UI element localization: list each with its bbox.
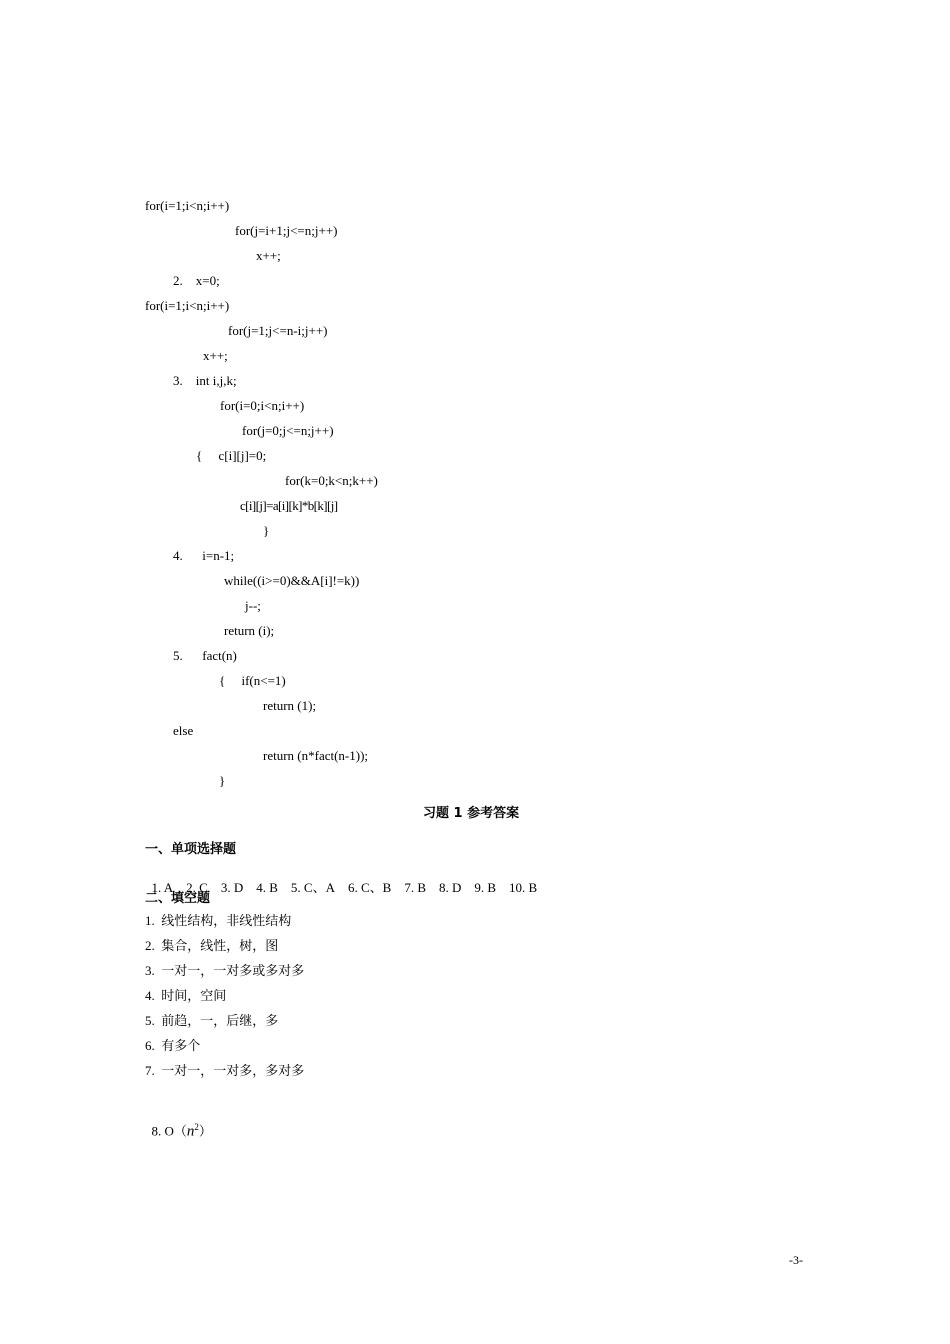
answer8-prefix: 8. O（ xyxy=(151,1123,187,1139)
code-line: for(j=0;j<=n;j++) xyxy=(242,423,334,438)
fill-blank-answer: 3. 一对一，一对多或多对多 xyxy=(145,963,305,978)
code-line: 5. fact(n) xyxy=(173,648,237,663)
code-line: } xyxy=(219,773,226,788)
code-line: c[i][j]=a[i][k]*b[k][j] xyxy=(240,498,338,513)
fill-blank-answer: 1. 线性结构，非线性结构 xyxy=(145,913,292,928)
section1-heading: 一、单项选择题 xyxy=(145,842,237,857)
mc-answer: 3. D xyxy=(220,880,244,895)
fill-blank-answer: 2. 集合，线性，树，图 xyxy=(145,938,279,953)
fill-blank-answer: 5. 前趋，一，后继，多 xyxy=(145,1013,279,1028)
answer8-exponent: 2 xyxy=(194,1122,199,1132)
fill-blank-answer: 7. 一对一，一对多，多对多 xyxy=(145,1063,305,1078)
mc-answer: 8. D xyxy=(438,880,462,895)
fill-blank-answer-8 xyxy=(145,1103,212,1139)
answer8-suffix: ） xyxy=(198,1123,212,1139)
code-line: else xyxy=(173,723,194,738)
code-line: for(i=1;i<n;i++) xyxy=(145,198,230,213)
mc-answer: 7. B xyxy=(404,880,426,895)
mc-answer: 4. B xyxy=(256,880,278,895)
fill-blank-answer: 6. 有多个 xyxy=(145,1038,201,1053)
code-line: 3. int i,j,k; xyxy=(173,373,237,388)
code-line: return (1); xyxy=(263,698,317,713)
mc-answer: 5. C、A xyxy=(290,880,335,895)
mc-answer: 9. B xyxy=(474,880,497,895)
code-line: j--; xyxy=(245,598,261,613)
fill-blank-answer: 4. 时间，空间 xyxy=(145,988,227,1003)
code-line: for(j=i+1;j<=n;j++) xyxy=(235,223,338,238)
section2-heading: 二、填空题 xyxy=(145,891,211,906)
code-line: 2. x=0; xyxy=(173,273,220,288)
code-line: for(j=1;j<=n-i;j++) xyxy=(228,323,328,338)
mc-answer: 1. A xyxy=(151,880,174,895)
code-line: while((i>=0)&&A[i]!=k)) xyxy=(224,573,360,588)
code-line: } xyxy=(263,523,270,538)
answer8-variable: n xyxy=(186,1123,195,1140)
page-number: -3- xyxy=(789,1253,803,1267)
mc-answer: 6. C、B xyxy=(347,880,392,895)
code-line: { if(n<=1) xyxy=(219,673,286,688)
mc-answer: 2. C xyxy=(186,880,208,895)
code-line: { c[i][j]=0; xyxy=(196,448,267,463)
code-line: x++; xyxy=(256,248,281,263)
mc-answer: 10. B xyxy=(509,880,538,895)
code-line: for(i=1;i<n;i++) xyxy=(145,298,230,313)
code-line: return (i); xyxy=(224,623,275,638)
code-line: for(k=0;k<n;k++) xyxy=(285,473,378,488)
code-line: 4. i=n-1; xyxy=(173,548,235,563)
code-line: x++; xyxy=(203,348,228,363)
code-line: for(i=0;i<n;i++) xyxy=(220,398,305,413)
answer-title: 习题 1 参考答案 xyxy=(423,806,520,821)
code-line: return (n*fact(n-1)); xyxy=(263,748,369,763)
